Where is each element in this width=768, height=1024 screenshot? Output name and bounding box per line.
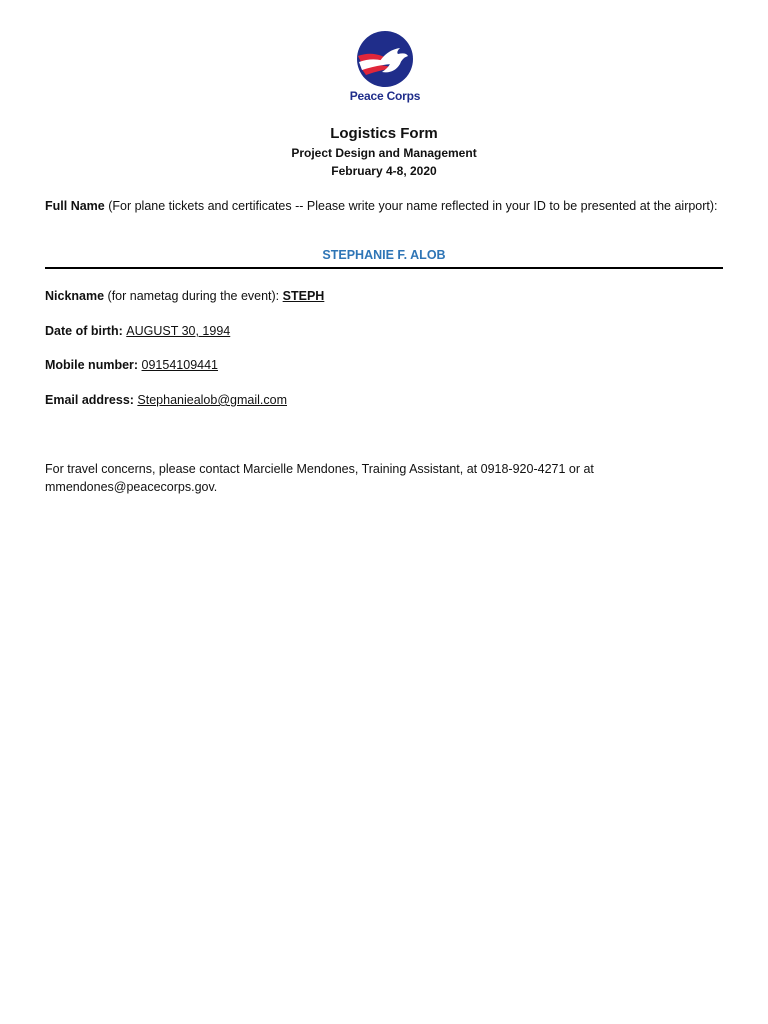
logo-text: Peace Corps [349, 89, 421, 103]
mobile-label: Mobile number: [45, 358, 142, 372]
peace-corps-logo [340, 30, 430, 103]
travel-concerns-note: For travel concerns, please contact Marcielle Mendones, Training Assistant, at 0918-920-4271 or at mmendones@peacecorps.gov. [45, 462, 594, 494]
form-header [0, 124, 768, 180]
dob-label: Date of birth: [45, 324, 127, 338]
email-field [45, 391, 287, 409]
full-name-value: STEPHANIE F. ALOB [322, 248, 446, 262]
dob-field [45, 322, 230, 340]
full-name-underline [45, 267, 723, 269]
event-dates: February 4-8, 2020 [331, 164, 437, 178]
full-name-prompt [45, 197, 725, 215]
email-label: Email address: [45, 393, 138, 407]
dob-value: AUGUST 30, 1994 [126, 324, 231, 338]
full-name-note: (For plane tickets and certificates -- Please write your name reflected in your ID to be presented at the airport): [104, 199, 718, 213]
form-subtitle: Project Design and Management [291, 146, 477, 160]
form-title: Logistics Form [330, 125, 438, 142]
nickname-label: Nickname [45, 289, 105, 303]
email-value: Stephaniealob@gmail.com [137, 393, 287, 407]
nickname-note: (for nametag during the event): [104, 289, 283, 303]
dove-flag-icon [356, 30, 414, 88]
nickname-value: STEPH [282, 289, 325, 303]
mobile-field [45, 356, 218, 374]
nickname-field [45, 287, 324, 305]
mobile-value: 09154109441 [141, 358, 219, 372]
full-name-label: Full Name [45, 199, 105, 213]
